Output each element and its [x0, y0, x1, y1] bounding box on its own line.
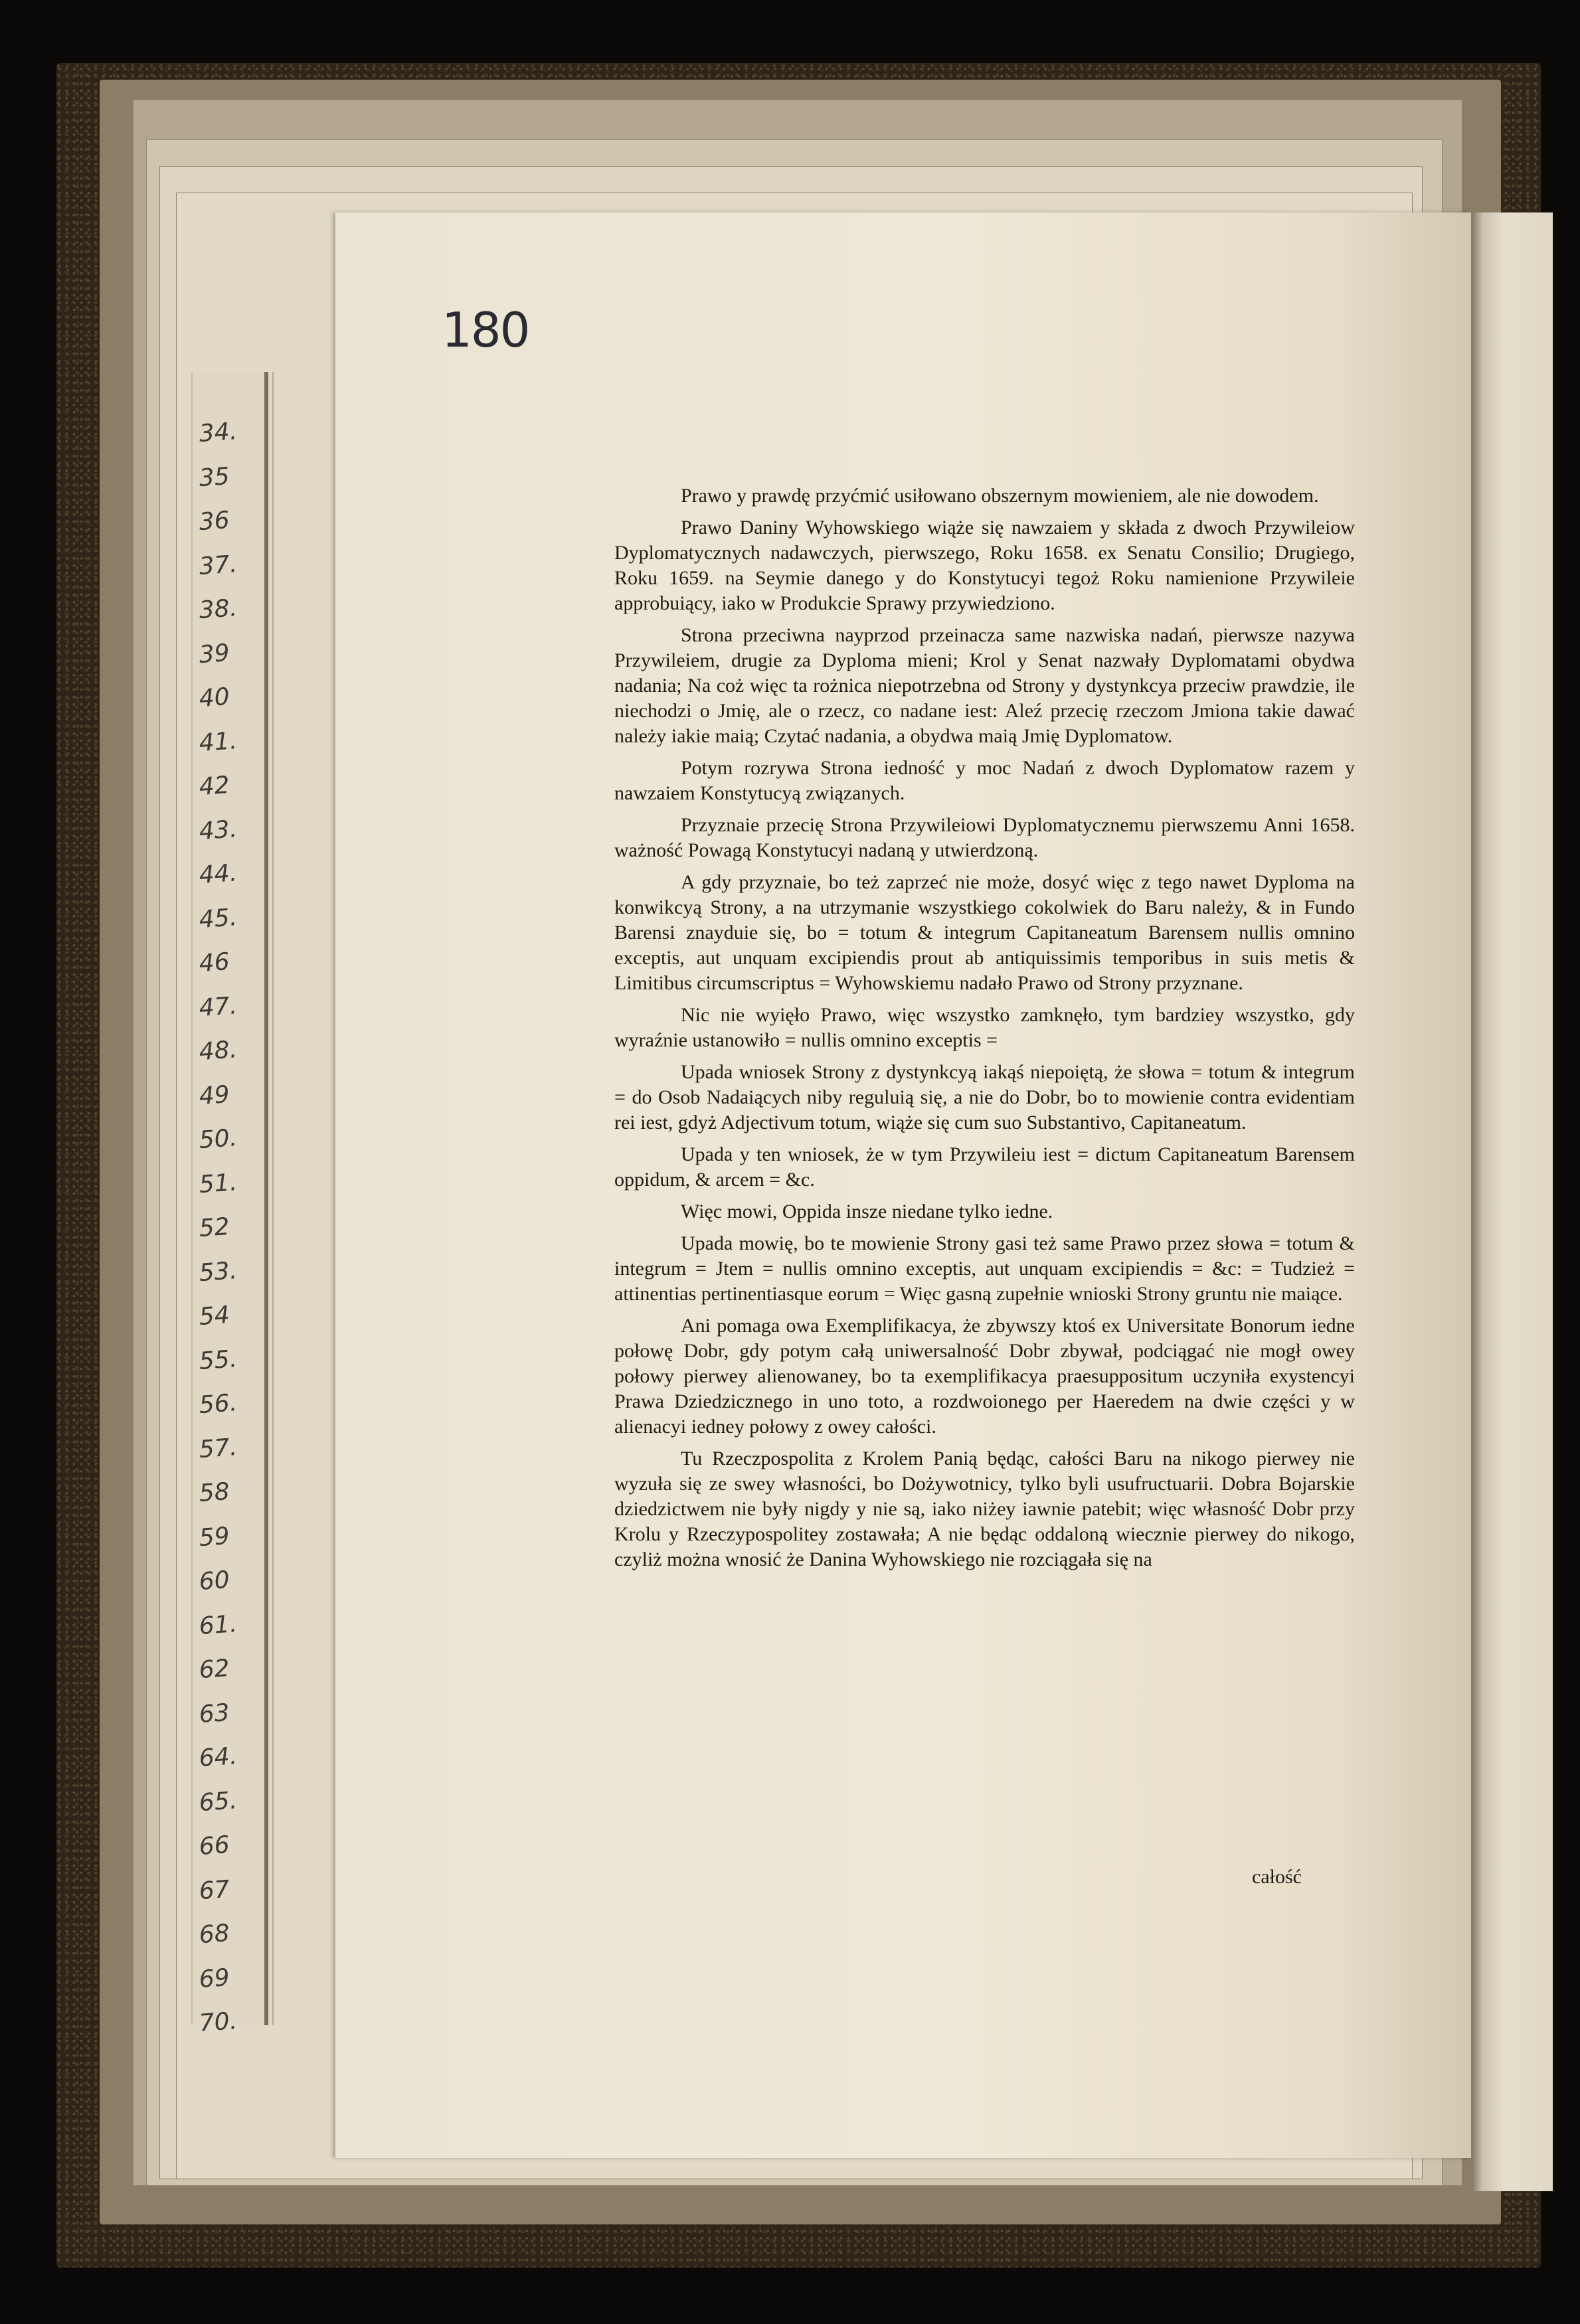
- paragraph: Prawo y prawdę przyćmić usiłowano obszernym mowieniem, ale nie dowodem.: [681, 485, 1319, 507]
- paragraph: Przyznaie przecię Strona Przywileiowi Dyplomatycznemu pierwszemu Anni 1658. ważność Powagą Konstytucyi nadaną y utwierdzoną.: [614, 814, 1355, 861]
- ledger-number: 67: [198, 1875, 230, 1905]
- ledger-number: 58: [198, 1478, 230, 1508]
- paragraph: Ani pomaga owa Exemplifikacya, że zbywszy ktoś ex Universitate Bonorum iedne połowę Dobr, gdy potym całą uniwersalność Dobr zbywał, podciągać nie mogł owey połowy pierwey alienowaney, bo ta exemplifikacya praesuppositum uczyniła exystencyi Prawa Dziedzicznego in uno toto, a rozdwoionego per Haeredem na dwie części y w alienacyi iedney połowy z owey całości.: [614, 1315, 1355, 1438]
- ledger-number: 59: [198, 1522, 230, 1552]
- ledger-number: 70.: [198, 2007, 238, 2038]
- ledger-number: 42: [198, 772, 230, 801]
- facing-page-edge: [1473, 212, 1553, 2191]
- ledger-number: 60: [198, 1566, 230, 1596]
- ledger-number: 48.: [198, 1036, 238, 1066]
- ledger-number: 57.: [198, 1433, 238, 1463]
- ledger-number: 44.: [198, 859, 238, 890]
- ledger-number: 51.: [198, 1168, 238, 1199]
- ledger-number: 49: [198, 1080, 230, 1110]
- ledger-number: 39: [198, 639, 230, 669]
- paragraph: Upada y ten wniosek, że w tym Przywileiu iest = dictum Capitaneatum Barensem oppidum, & arcem = &c.: [614, 1143, 1355, 1191]
- paragraph: Upada mowię, bo te mowienie Strony gasi też same Prawo przez słowa = totum & integrum = Jtem = nullis omnino exceptis, aut unquam excipiendis = &c: = Tudzież = attinentias pertinentiasque eorum = Więc gasną zupełnie wnioski Strony gruntu nie maiące.: [614, 1232, 1355, 1305]
- ledger-number: 66: [198, 1831, 230, 1861]
- paragraph: Upada wniosek Strony z dystynkcyą iakąś niepoiętą, że słowa = totum & integrum = do Osob Nadaiących niby reguluią się, a nie do Dobr, bo to mowienie contra evidentiam rei iest, gdyż Adjectivum totum, wiąże się cum suo Substantivo, Capitaneatum.: [614, 1061, 1355, 1133]
- ledger-number: 61.: [198, 1610, 238, 1640]
- ledger-number: 40: [198, 683, 230, 713]
- ledger-number: 41.: [198, 726, 238, 757]
- catchword: całość: [1252, 1866, 1302, 1888]
- ledger-number: 38.: [198, 594, 238, 625]
- ledger-number: 54: [198, 1301, 230, 1331]
- ledger-number: 37.: [198, 550, 238, 580]
- ledger-number: 69: [198, 1963, 230, 1993]
- ledger-rule-line: [264, 372, 268, 2025]
- ledger-number: 45.: [198, 903, 238, 934]
- paragraph: Więc mowi, Oppida insze niedane tylko iedne.: [681, 1201, 1053, 1222]
- ledger-number: 53.: [198, 1256, 238, 1287]
- ledger-number: 63: [198, 1699, 230, 1728]
- ledger-number: 47.: [198, 991, 238, 1022]
- paragraph: Nic nie wyięło Prawo, więc wszystko zamknęło, tym bardziey wszystko, gdy wyraźnie ustanowiło = nullis omnino exceptis =: [614, 1004, 1355, 1051]
- ledger-number: 52: [198, 1213, 230, 1243]
- paragraph: A gdy przyznaie, bo też zaprzeć nie może, dosyć więc z tego nawet Dyploma na konwikcyą Strony, a na utrzymanie wszystkiego cokolwiek do Baru należy, & in Fundo Barensi znayduie się, bo = totum & integrum Capitaneatum Barensem nullis omnino exceptis, aut unquam excipiendis prout ab antiquissimis temporibus in suis metis & Limitibus circumscriptus = Wyhowskiemu nadało Prawo od Strony przyznane.: [614, 871, 1355, 994]
- paragraph: Potym rozrywa Strona iedność y moc Nadań z dwoch Dyplomatow razem y nawzaiem Konstytucyą związanych.: [614, 757, 1355, 804]
- paragraph: Strona przeciwna nayprzod przeinacza same nazwiska nadań, pierwsze nazywa Przywileiem, drugie za Dyploma mieni; Krol y Senat nazwały Dyplomatami obydwa nadania; Na coż więc ta rożnica niepotrzebna od Strony y dystynkcya przeciw prawdzie, ile niechodzi o Jmię, ale o rzecz, co nadane iest: Aleź przecię rzeczom Jmiona takie dawać należy iakie maią; Czytać nadania, a obydwa maią Jmię Dyplomatow.: [614, 624, 1355, 747]
- ledger-number: 65.: [198, 1786, 238, 1817]
- ledger-number: 43.: [198, 815, 238, 845]
- ledger-number: 64.: [198, 1742, 238, 1773]
- text-body: [614, 483, 1355, 1579]
- ledger-number: 62: [198, 1655, 230, 1685]
- ledger-number: 35: [198, 462, 230, 492]
- paragraph: Tu Rzeczpospolita z Krolem Panią będąc, całości Baru na nikogo pierwey nie wyzuła się ze swey własności, bo Dożywotnicy, tylko byli usufructuarii. Dobra Bojarskie dziedzictwem nie były nigdy y nie są, iako niżey iawnie patebit; więc własność Dobr przy Krolu y Rzeczypospolitey zostawała; A nie będąc oddaloną wiecznie pierwey do nikogo, czyliż można wnosić że Danina Wyhowskiego nie rozciągała się na: [614, 1448, 1355, 1570]
- ledger-number: 36: [198, 507, 230, 537]
- ledger-number: 46: [198, 948, 230, 978]
- ledger-number: 34.: [198, 418, 238, 448]
- folio-number: 180: [442, 302, 529, 358]
- ledger-number: 50.: [198, 1124, 238, 1155]
- paragraph: Prawo Daniny Wyhowskiego wiąże się nawzaiem y składa z dwoch Przywileiow Dyplomatycznych nadawczych, pierwszego, Roku 1658. ex Senatu Consilio; Drugiego, Roku 1659. na Seymie danego y do Konstytucyi tegoż Roku namienione Przywileie approbuiący, iako w Produkcie Sprawy przywiedziono.: [614, 517, 1355, 614]
- ledger-number: 68: [198, 1920, 230, 1950]
- ledger-number: 56.: [198, 1389, 238, 1420]
- ledger-number: 55.: [198, 1345, 238, 1375]
